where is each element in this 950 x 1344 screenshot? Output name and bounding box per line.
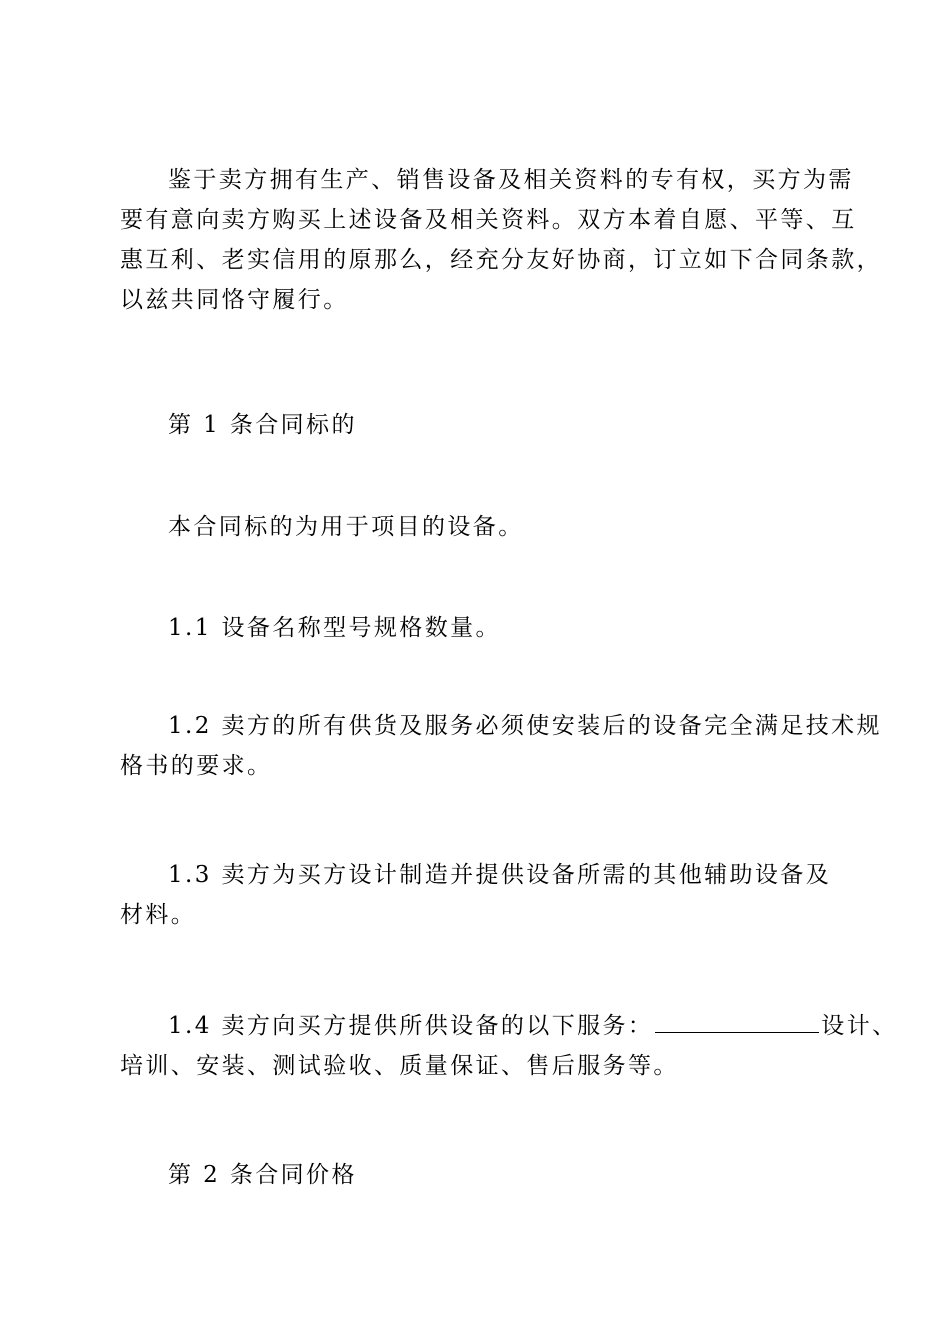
intro-line-2: 要有意向卖方购买上述设备及相关资料。双方本着自愿、平等、互 xyxy=(120,207,857,233)
clause-1-4-line-1 xyxy=(120,1006,898,1046)
clause-1-2-line-1: 1.2 卖方的所有供货及服务必须使安装后的设备完全满足技术规 xyxy=(168,713,882,739)
clause-1-4-suffix: 设计、 xyxy=(821,1013,898,1039)
clause-1-3: 1.3 卖方为买方设计制造并提供设备所需的其他辅助设备及材料。 xyxy=(120,862,832,928)
intro-line-4: 以兹共同恪守履行。 xyxy=(120,287,349,313)
intro-paragraph xyxy=(120,160,882,320)
clause-1-1: 1.1 设备名称型号规格数量。 xyxy=(168,615,501,641)
article-1-body: 本合同标的为用于项目的设备。 xyxy=(168,514,524,540)
fill-in-blank[interactable] xyxy=(655,1010,819,1033)
clause-1-4-line-2: 培训、安装、测试验收、质量保证、售后服务等。 xyxy=(120,1053,679,1079)
article-1-heading: 第 1 条合同标的 xyxy=(168,412,357,438)
clause-1-2-line-2: 格书的要求。 xyxy=(120,753,273,779)
article-2-heading: 第 2 条合同价格 xyxy=(168,1162,357,1188)
clause-1-4-prefix: 1.4 卖方向买方提供所供设备的以下服务： xyxy=(168,1013,654,1039)
intro-line-1: 鉴于卖方拥有生产、销售设备及相关资料的专有权，买方为需 xyxy=(168,167,854,193)
clause-1-2 xyxy=(120,706,882,786)
clause-1-4 xyxy=(120,1006,898,1086)
intro-line-3: 惠互利、老实信用的原那么，经充分友好协商，订立如下合同条款， xyxy=(120,247,882,273)
